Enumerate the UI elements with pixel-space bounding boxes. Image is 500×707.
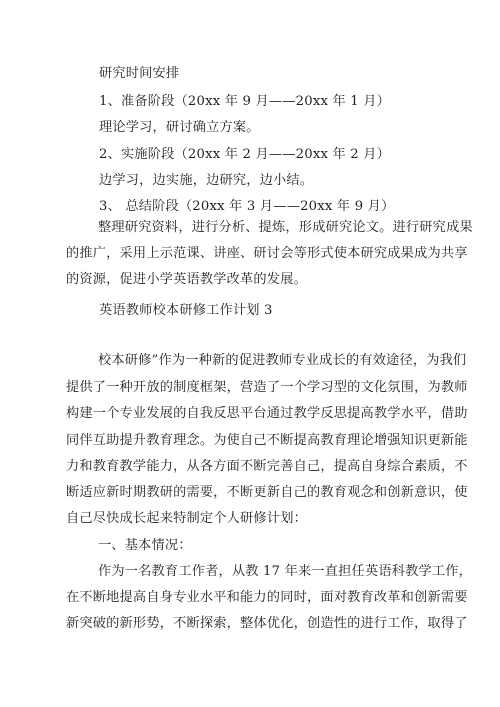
stage1-title: 1、准备阶段（20xx 年 9 月——20xx 年 1 月） bbox=[99, 94, 391, 109]
stage3-body-line: 的推广，采用上示范课、讲座、研讨会等形式使本研究成果成为共享 bbox=[66, 246, 468, 261]
section1-line: 新突破的新形势，不断探索，整体优化，创造性的进行工作，取得了 bbox=[66, 616, 468, 631]
stage3-body-line: 的资源，促进小学英语教学改革的发展。 bbox=[66, 272, 307, 287]
intro-line: 力和教育教学能力，从各方面不断完善自己，提高自身综合素质，不 bbox=[66, 459, 468, 474]
intro-line: 提供了一种开放的制度框架，营造了一个学习型的文化氛围，为教师 bbox=[66, 380, 468, 395]
stage3-title: 3、 总结阶段（20xx 年 3 月——20xx 年 9 月） bbox=[99, 199, 395, 214]
intro-line: 同伴互助提升教育理念。为使自己不断提高教育理论增强知识更新能 bbox=[66, 433, 468, 448]
intro-line: 构建一个专业发展的自我反思平台通过教学反思提高教学水平，借助 bbox=[66, 406, 468, 421]
section1-line: 在不断地提高自身专业水平和能力的同时，面对教育改革和创新需要 bbox=[66, 590, 468, 605]
intro-line: 校本研修”作为一种新的促进教师专业成长的有效途径，为我们 bbox=[98, 353, 467, 368]
schedule-heading: 研究时间安排 bbox=[99, 66, 180, 81]
stage3-body-line: 整理研究资料，进行分析、提炼，形成研究论文。进行研究成果 bbox=[98, 220, 473, 235]
stage1-body: 理论学习，研讨确立方案。 bbox=[99, 120, 260, 135]
intro-line: 断适应新时期教研的需要，不断更新自己的教育观念和创新意识，使 bbox=[66, 485, 468, 500]
section1-line: 作为一名教育工作者，从教 17 年来一直担任英语科教学工作， bbox=[98, 564, 473, 579]
plan-title: 英语教师校本研修工作计划 3 bbox=[99, 303, 273, 318]
stage2-body: 边学习，边实施，边研究，边小结。 bbox=[99, 173, 314, 188]
intro-line: 自己尽快成长起来特制定个人研修计划： bbox=[66, 511, 307, 526]
stage2-title: 2、实施阶段（20xx 年 2 月——20xx 年 2 月） bbox=[99, 147, 391, 162]
section1-heading: 一、基本情况： bbox=[98, 538, 192, 553]
